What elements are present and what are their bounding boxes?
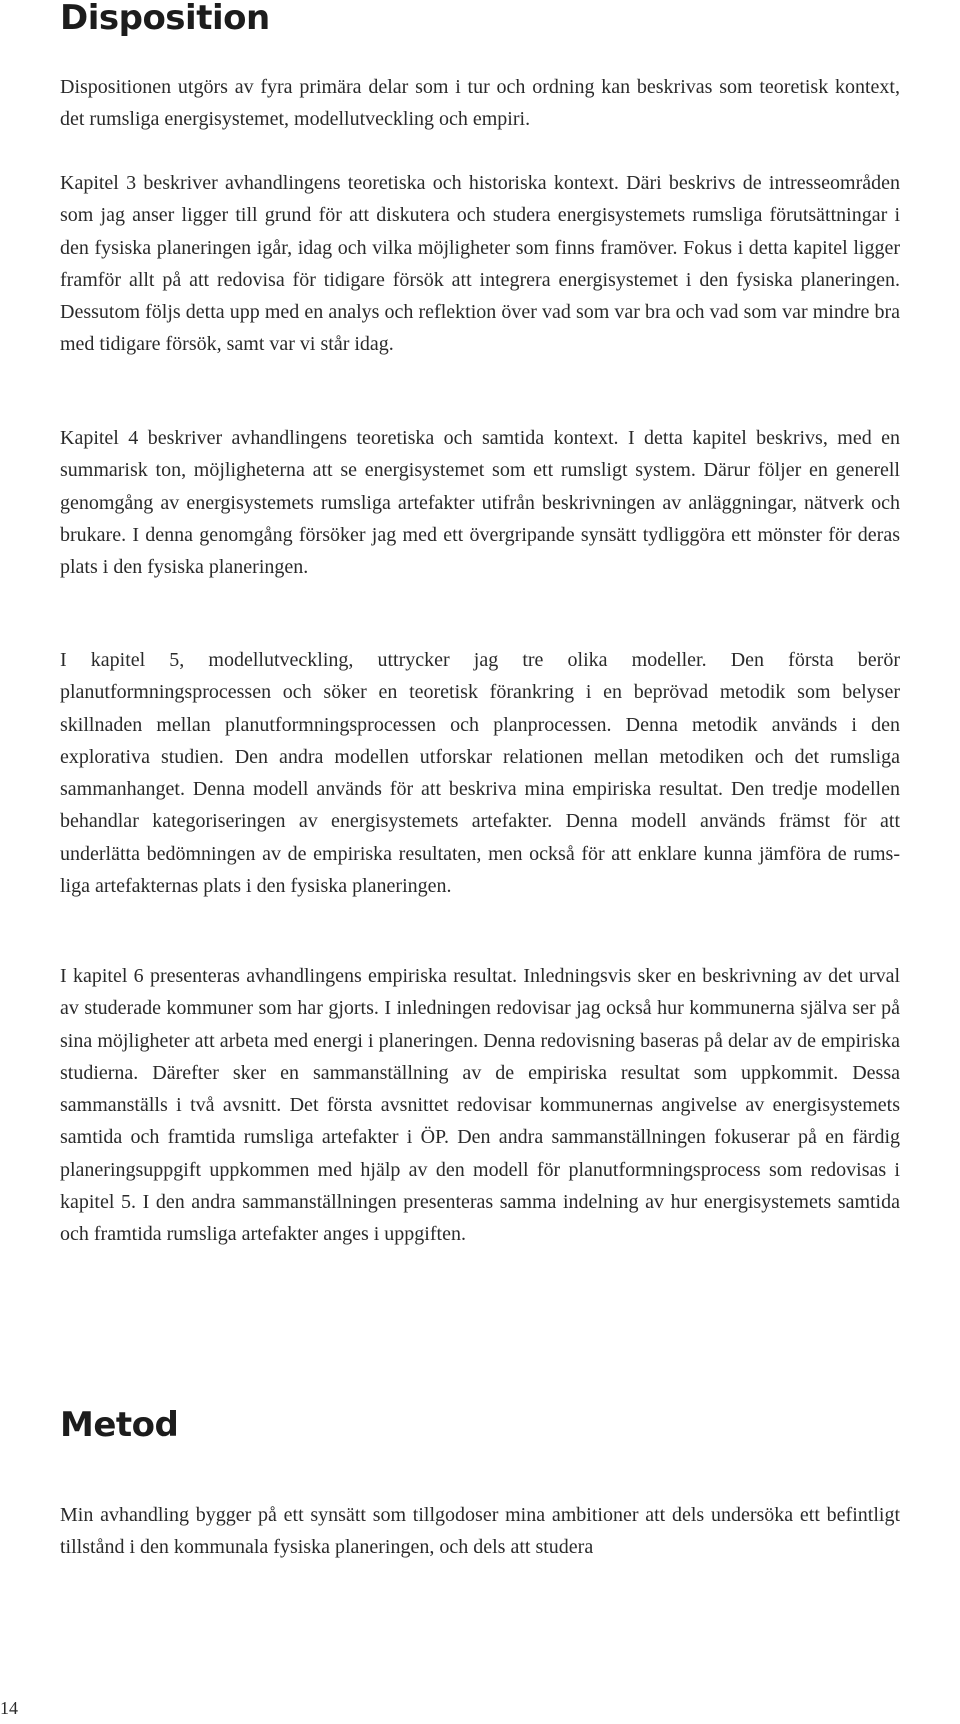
disposition-paragraph-4: I kapitel 5, modellutveckling, uttrycker jag tre olika modeller. Den första berör planutformningsprocessen och söker en teoretisk förankring i en beprövad metodik som belyser skillnaden mellan planutformningsprocessen och planprocessen. Denna metodik används i den explorativa studien. Den andra modellen utforskar relationen mellan metodiken och det rumsliga sammanhanget. Denna modell används för att beskriva mina empiriska resultat. Den tredje modellen behandlar kategoriseringen av energisystemets artefakter. Denna modell används främst för att underlätta bedömningen av de empiriska resultaten, men också för att enklare kunna jämföra de rumsliga artefakternas plats i den fysiska planeringen. (60, 649, 900, 898)
section-heading-disposition: Disposition (60, 0, 270, 38)
metod-paragraph-1: Min avhandling bygger på ett synsätt som tillgodoser mina ambitioner att dels undersöka ett befintligt tillstånd i den kommunala fysiska planeringen, och dels att studera (60, 1504, 900, 1559)
disposition-paragraph-2: Kapitel 3 beskriver avhandlingens teoretiska och historiska kontext. Däri beskrivs de intresseområden som jag anser ligger till grund för att diskutera och studera energisystemets rumsliga förutsättningar i den fysiska planeringen igår, idag och vilka möjligheter som finns framöver. Fokus i detta kapitel ligger framför allt på att redovisa för tidigare försök att integrera energisystemet i den fysiska planeringen. Dessutom följs detta upp med en analys och reflektion över vad som var bra och vad som var mindre bra med tidigare försök, samt var vi står idag. (60, 172, 900, 356)
disposition-paragraph-5: I kapitel 6 presenteras avhandlingens empiriska resultat. Inledningsvis sker en beskrivning av det urval av studerade kommuner som har gjorts. I inledningen redovisar jag också hur kommunerna själva ser på sina möjligheter att arbeta med energi i planeringen. Denna redovisning baseras på delar av de empiriska studierna. Därefter sker en sammanställning av de empiriska resultat som uppkommit. Dessa sammanställs i två avsnitt. Det första avsnittet redovisar kommunernas angivelse av energisystemets samtida och framtida rumsliga artefakter i ÖP. Den andra sammanställningen fokuserar på en färdig planeringsuppgift uppkommen med hjälp av den modell för planutformningsprocess som redovisas i kapitel 5. I den andra sammanställningen presenteras samma indelning av hur energisystemets samtida och framtida rumsliga artefakter anges i uppgiften. (60, 965, 900, 1246)
disposition-paragraph-1: Dispositionen utgörs av fyra primära delar som i tur och ordning kan beskrivas som teoretisk kontext, det rumsliga energisystemet, modellutveckling och empiri. (60, 76, 900, 131)
section-heading-metod: Metod (60, 1405, 179, 1445)
disposition-paragraph-3: Kapitel 4 beskriver avhandlingens teoretiska och samtida kontext. I detta kapitel beskrivs, med en summarisk ton, möjligheterna att se energisystemet som ett rumsligt system. Därur följer en generell genomgång av energisystemets rumsliga artefakter utifrån beskrivningen av anläggningar, nätverk och brukare. I denna genomgång försöker jag med ett övergripande synsätt tydliggöra ett mönster för deras plats i den fysiska planeringen. (60, 427, 900, 579)
page-number: 14 (0, 1698, 18, 1718)
